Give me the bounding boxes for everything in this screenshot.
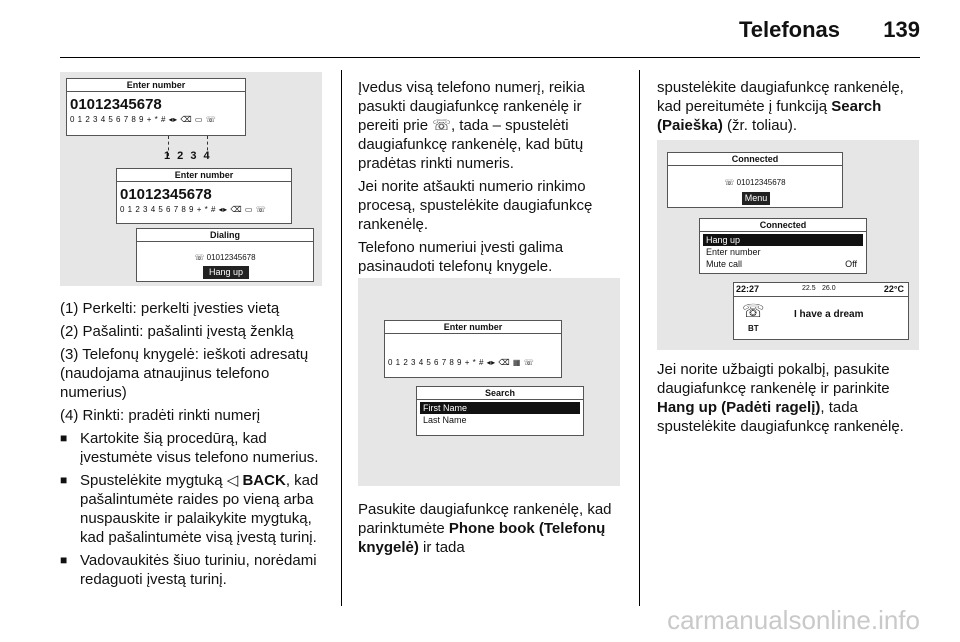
dialed-number: 01012345678 — [206, 253, 256, 262]
search-screen — [416, 386, 584, 436]
item-2: (2) Pašalinti: pašalinti įvestą ženklą — [60, 323, 294, 340]
paragraph-2: Jei norite užbaigti pokalbį, pasukite daugiafunkcę rankenėlę ir parinkite Hang up (Padėti ragelį), tada spustelėkite daugiafunkcę rankenėlę. — [657, 361, 904, 435]
column-3-text-top — [657, 78, 921, 139]
back-icon: ◁ — [226, 472, 239, 489]
screen-title: Connected — [668, 153, 842, 166]
menu-item-hang-up[interactable]: Hang up — [703, 234, 863, 246]
phone-icon: ☏ — [194, 253, 207, 262]
item-1: (1) Perkelti: perkelti įvesties vietą — [60, 300, 280, 317]
figure-phone-book — [358, 278, 620, 486]
paragraph-1: Įvedus visą telefono numerį, reikia pasukti daugiafunkcę rankenėlę ir pereiti prie ☏, tada – spustelėti daugiafunkcę rankenėlę, kad būtų pradėtas rinkti numeris. — [358, 79, 585, 172]
now-playing-screen — [733, 282, 909, 340]
temp-mid: 26.0 — [822, 285, 836, 292]
figure-enter-number — [60, 72, 322, 286]
figure-connected — [657, 140, 919, 350]
screen-title: Search — [417, 387, 583, 400]
screen-title: Enter number — [67, 79, 245, 92]
connected-screen — [667, 152, 843, 208]
watermark: carmanualsonline.info — [667, 605, 920, 635]
menu-button[interactable]: Menu — [742, 192, 770, 205]
song-title: I have a dream — [794, 309, 864, 320]
enter-number-screen-2 — [116, 168, 292, 224]
screen-title: Enter number — [385, 321, 561, 334]
paragraph-2: Jei norite atšaukti numerio rinkimo procesą, spustelėkite daugiafunkcę rankenėlę. — [358, 178, 593, 233]
page-number: 139 — [883, 17, 920, 42]
search-option-first-name[interactable]: First Name — [420, 402, 580, 414]
entered-number: 01012345678 — [120, 186, 212, 203]
screen-title: Dialing — [137, 229, 313, 242]
column-2-text-top — [358, 78, 624, 280]
connected-menu-screen — [699, 218, 867, 274]
entered-number: 01012345678 — [70, 96, 162, 113]
paragraph-3: Telefono numeriui įvesti galima pasinaudoti telefonų knygele. — [358, 239, 564, 275]
connected-number: 01012345678 — [736, 178, 786, 187]
bullet-2: ■ Spustelėkite mygtuką ◁ BACK, kad pašalintumėte raides po vieną arba nuspauskite ir palaikykite mygtuką, kad pašalintumėte visą įvestą turinį. — [60, 471, 328, 547]
keypad-row: 0 1 2 3 4 5 6 7 8 9 + * # ◂▸ ⌫ ▭ ☏ — [70, 115, 217, 124]
phone-icon: ☏ — [724, 178, 737, 187]
column-3-text-bottom — [657, 360, 925, 440]
header-rule — [60, 57, 920, 58]
dialing-screen — [136, 228, 314, 282]
paragraph-4: Pasukite daugiafunkcę rankenėlę, kad parinktumėte Phone book (Telefonų knygelė) ir tada — [358, 501, 612, 556]
column-1-text — [60, 299, 328, 593]
keypad-row: 0 1 2 3 4 5 6 7 8 9 + * # ◂▸ ⌫ ▦ ☏ — [388, 358, 535, 367]
item-3: (3) Telefonų knygelė: ieškoti adresatų (naudojama atnaujinus telefono numerius) — [60, 346, 309, 401]
enter-number-screen-1 — [66, 78, 246, 136]
menu-item-enter-number[interactable]: Enter number — [706, 247, 761, 257]
screen-title: Connected — [700, 219, 866, 232]
menu-item-mute-call[interactable]: Mute call Off — [706, 259, 857, 269]
screen-title: Enter number — [117, 169, 291, 182]
temp-right: 22°C — [883, 284, 904, 294]
page-header — [0, 0, 960, 52]
keypad-row: 0 1 2 3 4 5 6 7 8 9 + * # ◂▸ ⌫ ▭ ☏ — [120, 205, 267, 214]
item-4: (4) Rinkti: pradėti rinkti numerį — [60, 407, 261, 424]
clock: 22:27 — [736, 284, 760, 294]
column-2-text-bottom — [358, 500, 624, 561]
temp-left: 22.5 — [802, 285, 816, 292]
search-option-last-name[interactable]: Last Name — [423, 415, 467, 425]
bt-label: BT — [748, 324, 759, 333]
hang-up-button[interactable]: Hang up — [203, 266, 249, 279]
bullet-1: ■ Kartokite šią procedūrą, kad įvestumėte visus telefono numerius. — [60, 429, 328, 467]
column-divider-1 — [341, 70, 342, 606]
column-divider-2 — [639, 70, 640, 606]
bullet-3: ■ Vadovaukitės šiuo turiniu, norėdami redaguoti įvestą turinį. — [60, 551, 328, 589]
phone-handset-icon: ☏ — [742, 301, 765, 321]
page-title: Telefonas — [738, 17, 840, 42]
enter-number-screen — [384, 320, 562, 378]
paragraph-1: spustelėkite daugiafunkcę rankenėlę, kad pereitumėte į funkciją Search (Paieška) (žr. toliau). — [657, 79, 904, 134]
callout-numbers: 1 2 3 4 — [164, 150, 212, 162]
mute-value: Off — [845, 259, 857, 269]
